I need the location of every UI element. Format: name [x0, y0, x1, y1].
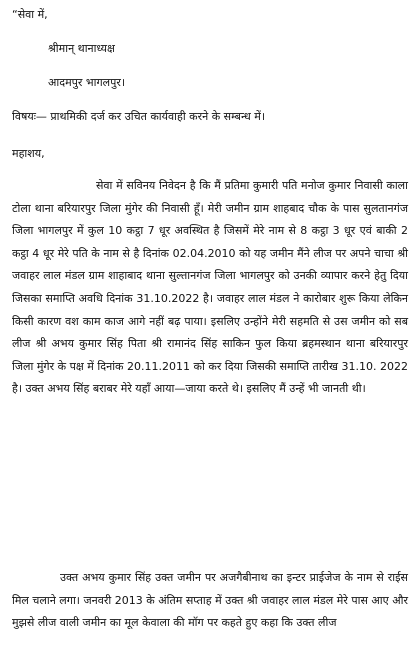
- body-paragraph-2: [12, 567, 408, 635]
- recipient-to: “सेवा में,: [12, 8, 48, 21]
- body-paragraph-1: [12, 175, 408, 401]
- salutation: महाशय,: [12, 147, 45, 160]
- subject-line: विषयः— प्राथमिकी दर्ज कर उचित कार्यवाही करने के सम्बन्ध में।: [12, 110, 266, 123]
- recipient-place: आदमपुर भागलपुर।: [48, 76, 126, 89]
- paragraph-2-text: उक्त अभय कुमार सिंह उक्त जमीन पर अजगैबीनाथ का इन्टर प्राईजेज के नाम से राईस मिल चलाने लगा। जनवरी 2013 के अंतिम सप्ताह में उक्त श्री जवाहर लाल मंडल मेरे पास आए और मुझसे लीज वाली जमीन का मूल केवाला की मॉग पर कहते हुए कहा कि उक्त लीज: [12, 571, 408, 630]
- paragraph-1-text: सेवा में सविनय निवेदन है कि मैं प्रतिमा कुमारी पति मनोज कुमार निवासी काला टोला थाना बरियारपुर जिला मुंगेर की निवासी हूँ। मेरी जमीन ग्राम शाहबाद चौक के पास सुलतानगंज जिला भागलपुर में कुल 10 कट्ठा 7 धूर अवस्थित है जिसमें मेरे नाम से 8 कट्ठा 3 धूर एवं बाकी 2 कट्ठा 4 धूर मेरे पति के नाम से है दिनांक 02.04.2010 को यह जमीन मैंने लीज पर अपने चाचा श्री जवाहर लाल मंडल ग्राम शाहाबाद थाना सुल्तानगंज जिला भागलपुर को उनकी व्यापार करने हेतु दिया जिसका समाप्ति अवधि दिनांक 31.10.2022 है। जवाहर लाल मंडल ने कारोबार शुरू किया लेकिन किसी कारण वश काम काज आगे नहीं बढ़ पाया। इसलिए उन्होंने मेरी सहमति से उस जमीन को सब लीज श्री अभय कुमार सिंह पिता श्री रामानंद सिंह साकिन फुल किया ब्रहमस्थान थाना बरियारपुर जिला मुंगेर के पक्ष में दिनांक 20.11.2011 को कर दिया जिसकी समाप्ति तारीख 31.10. 2022 है। उक्त अभय सिंह बराबर मेरे यहाँ आया—जाया करते थे। इसलिए मैं उन्हें भी जानती थी।: [12, 179, 408, 396]
- recipient-title: श्रीमान् थानाध्यक्ष: [48, 42, 115, 55]
